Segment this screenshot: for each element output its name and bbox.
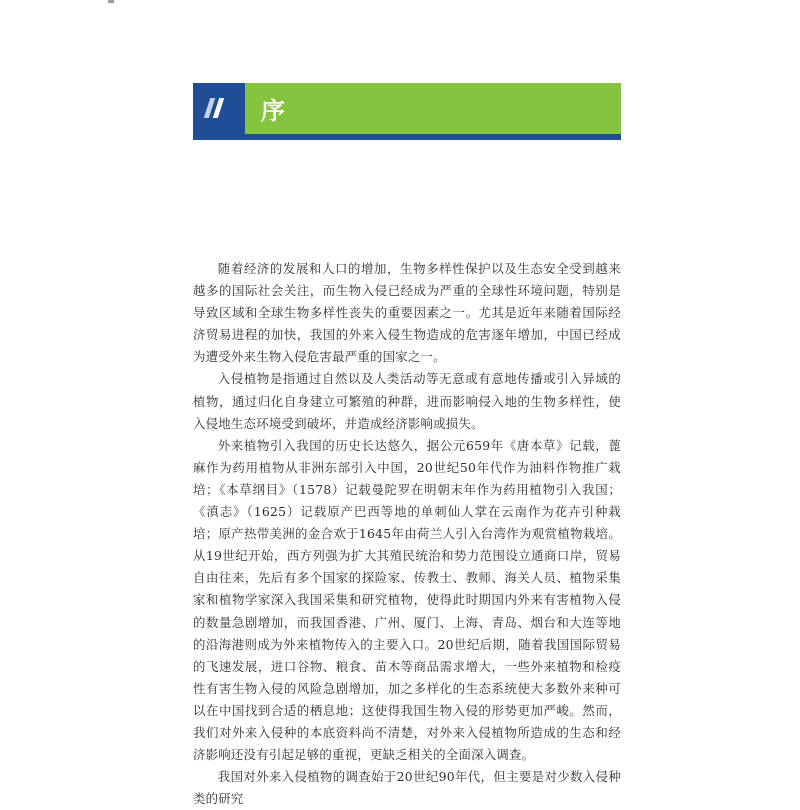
corner-mark (108, 0, 114, 3)
chapter-title: 序 (261, 96, 287, 125)
body-text (193, 258, 621, 810)
paragraph: 入侵植物是指通过自然以及人类活动等无意或有意地传播或引入异域的植物，通过归化自身建立可繁殖的种群，进而影响侵入地的生物多样性，使入侵地生态环境受到破坏，并造成经济影响或损失。 (193, 371, 621, 431)
paragraph: 我国对外来入侵植物的调查始于20世纪90年代，但主要是对少数入侵种类的研究 (193, 769, 621, 807)
header-bar (193, 83, 621, 134)
header-underline (193, 134, 621, 140)
slash-decoration-icon (213, 98, 224, 118)
header-green-block (245, 83, 621, 134)
paragraph: 外来植物引入我国的历史长达悠久，据公元659年《唐本草》记载，蓖麻作为药用植物从非洲东部引入中国，20世纪50年代作为油料作物推广栽培；《本草纲目》（1578）记载曼陀罗在明朝末年作为药用植物引入我国；《滇志》（1625）记载原产巴西等地的单刺仙人掌在云南作为花卉引种栽培；原产热带美洲的金合欢于1645年由荷兰人引入台湾作为观赏植物栽培。从19世纪开始，西方列强为扩大其殖民统治和势力范围设立通商口岸，贸易自由往来，先后有多个国家的探险家、传教士、教师、海关人员、植物采集家和植物学家深入我国采集和研究植物，使得此时期国内外来有害植物入侵的数量急剧增加，而我国香港、广州、厦门、上海、青岛、烟台和大连等地的沿海港则成为外来植物传入的主要入口。20世纪后期，随着我国国际贸易的飞速发展，进口谷物、粮食、苗木等商品需求增大，一些外来植物和检疫性有害生物入侵的风险急剧增加，加之多样化的生态系统使大多数外来种可以在中国找到合适的栖息地；这使得我国生物入侵的形势更加严峻。然而，我们对外来入侵种的本底资料尚不清楚，对外来入侵植物所造成的生态和经济影响还没有引起足够的重视，更缺乏相关的全面深入调查。 (193, 437, 621, 763)
header-blue-block (193, 83, 245, 134)
paragraph: 随着经济的发展和人口的增加，生物多样性保护以及生态安全受到越来越多的国际社会关注，而生物入侵已经成为严重的全球性环境问题，特别是导致区域和全球生物多样性丧失的重要因素之一。尤其是近年来随着国际经济贸易进程的加快，我国的外来入侵生物造成的危害逐年增加，中国已经成为遭受外来生物入侵危害最严重的国家之一。 (193, 261, 621, 365)
chapter-header (193, 83, 621, 140)
